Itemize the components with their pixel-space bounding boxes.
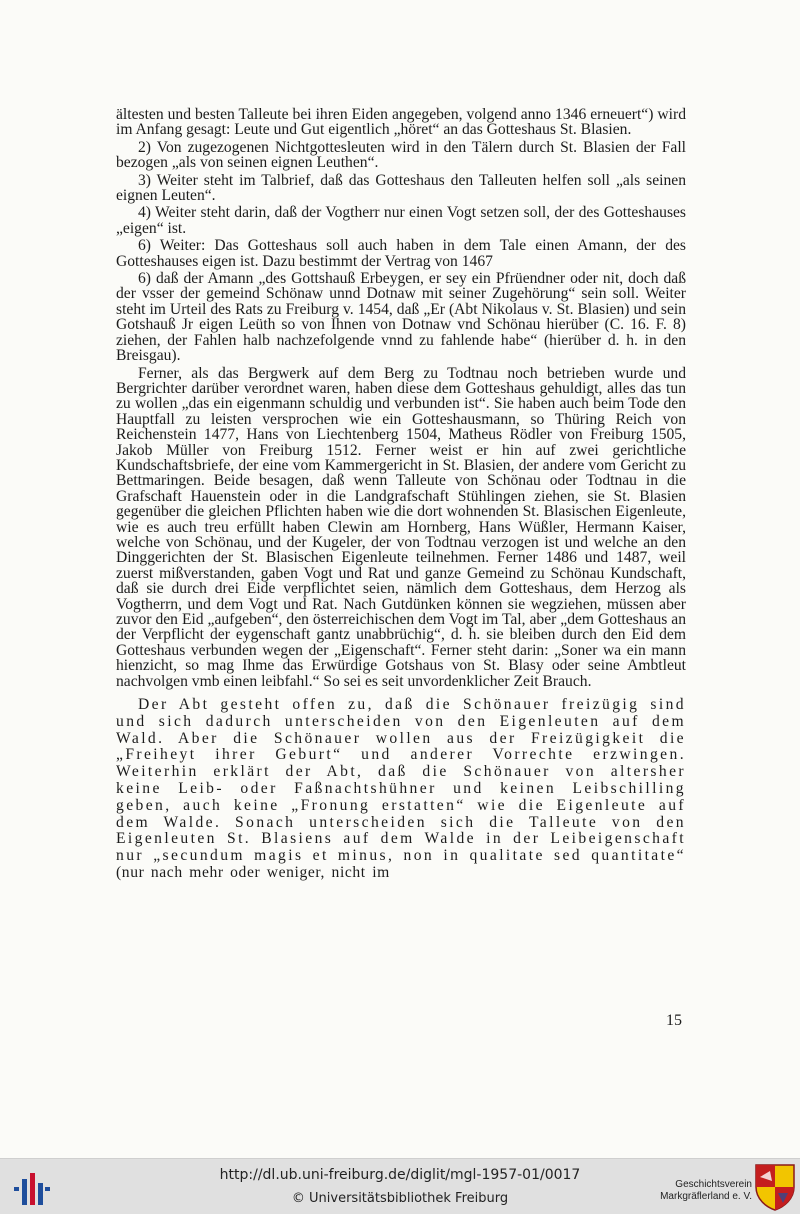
society-name: [644, 1179, 752, 1203]
viewer-footer: [0, 1158, 800, 1214]
paragraph: 2) Von zugezogenen Nichtgottesleuten wird in den Tälern durch St. Blasien der Fall bezogen „als von seinen eignen Leuthen“.: [116, 138, 686, 172]
body-text: [116, 107, 686, 884]
document-url[interactable]: http://dl.ub.uni-freiburg.de/diglit/mgl-1957-01/0017: [219, 1167, 581, 1183]
paragraph: 6) daß der Amann „des Gottshauß Erbeygen, er sey ein Pfrüendner oder nit, doch daß der vsser der gemeind Schönaw unnd Dotnaw mit seiner Zugehörung“ sein soll. Weiter steht im Urteil des Rats zu Freiburg v. 1454, daß „Er (Abt Nikolaus v. St. Blasien) und sein Gotshauß Jr eigen Leüth so von Ihnen von Dotnaw vnd Schönau hierüber (C. 16. F. 8) ziehen, der Fahlen halb nachzefolgende vnnd zu fahlende habe“ (hierüber d. h. in den Breisgau).: [116, 270, 686, 365]
spaced-text: Der Abt gesteht offen zu, daß die Schönauer freizügig sind und sich dadurch unterscheiden von den Eigenleuten auf dem Wald. Aber die Schönauer wollen aus der Freizügigkeit die „Freiheyt ihrer Geburt“ und anderer Vorrechte erzwingen. Weiterhin erklärt der Abt, daß die Schönauer von altersher keine Leib- oder Faßnachtshühner und keinen Leibschilling geben, auch keine „Fronung erstatten“ wie die Eigenleute auf dem Walde. Sonach unterscheiden sich die Talleute von den Eigenleuten St. Blasiens auf dem Walde in der Leibeigenschaft nur „secundum magis et minus, non in qualitate sed quantitate“: [116, 696, 686, 865]
paragraph: Ferner, als das Bergwerk auf dem Berg zu Todtnau noch betrieben wurde und Bergrichter darüber verordnet waren, haben diese dem Gotteshaus gehuldigt, alles das tun zu wollen „das ein eigenmann schuldig und verbunden ist“. Sie haben auch beim Tode den Hauptfall zu leisten versprochen wie ein Gotteshausmann, so Thüring Reich von Reichenstein 1477, Hans von Liechtenberg 1504, Matheus Rödler von Freiburg 1505, Jakob Müller von Freiburg 1512. Ferner weist er hin auf zwei gerichtliche Kundschaftsbriefe, der eine vom Kammergericht in St. Blasien, der andere vom Gericht zu Bettmaringen. Beide besagen, daß wenn Talleute von Schönau oder Todtnau in die Grafschaft Hauenstein oder in die Landgrafschaft Stühlingen ziehen, sie St. Blasien gegenüber die gleichen Pflichten haben wie die dort wohnenden St. Blasischen Eigenleute, wie es auch treu erfüllt haben Clewin am Hornberg, Hans Wüßler, Hermann Kaiser, welche von Schönau, und der Kugeler, der von Todtnau verzogen ist und welche an den Dinggerichten der St. Blasischen Eigenleute teilnehmen. Ferner 1486 und 1487, weil zuerst mißverstanden, gaben Vogt und Rat und ganze Gemeind zu Schönau Kundschaft, daß sie durch drei Eide verpflichtet seien, nämlich dem Gotteshaus, dem Herzog als Vogtherrn, und dem Vogt und Rat. Nach Gutdünken können sie wegziehen, müssen aber zuvor den Eid „aufgeben“, den österreichischen dem Vogt im Tal, aber „dem Gotteshaus an der Verpflicht der eygenschaft gantz unabbrüchig“, d. h. sie bleiben durch den Eid dem Gotteshaus verbunden wegen der „Eigenschaft“. Ferner steht darin: „Soner wa ein mann hienzicht, so mag Ihme das Erwürdige Gotshaus von St. Blasy oder seine Ambtleut nachvolgen vmb einen leibfahl.“ So sei es seit unvordenklicher Zeit Brauch.: [116, 364, 686, 690]
copyright-notice: © Universitätsbibliothek Freiburg: [291, 1191, 509, 1206]
paragraph: ältesten und besten Talleute bei ihren Eiden angegeben, volgend anno 1346 erneuert“) wird im Anfang gesagt: Leute und Gut eigentlich „höret“ an das Gotteshaus St. Blasien.: [116, 106, 686, 139]
paragraph: 3) Weiter steht im Talbrief, daß das Gotteshaus den Talleuten helfen soll „als seinen eignen Leuten“.: [116, 171, 686, 205]
paragraph: 4) Weiter steht darin, daß der Vogtherr nur einen Vogt setzen soll, der des Gotteshauses „eigen“ ist.: [116, 204, 686, 237]
society-line: Markgräflerland e. V.: [660, 1191, 752, 1202]
society-line: Geschichtsverein: [675, 1179, 752, 1190]
coat-of-arms-icon[interactable]: [754, 1163, 796, 1211]
paragraph: 6) Weiter: Das Gotteshaus soll auch haben in dem Tale einen Amann, der des Gotteshauses eigen ist. Dazu bestimmt der Vertrag von 1467: [116, 237, 686, 270]
page-number: 15: [666, 1012, 682, 1029]
spaced-paragraph-tail: (nur nach mehr oder weniger, nicht im: [116, 864, 390, 881]
spaced-paragraph: [116, 697, 686, 882]
